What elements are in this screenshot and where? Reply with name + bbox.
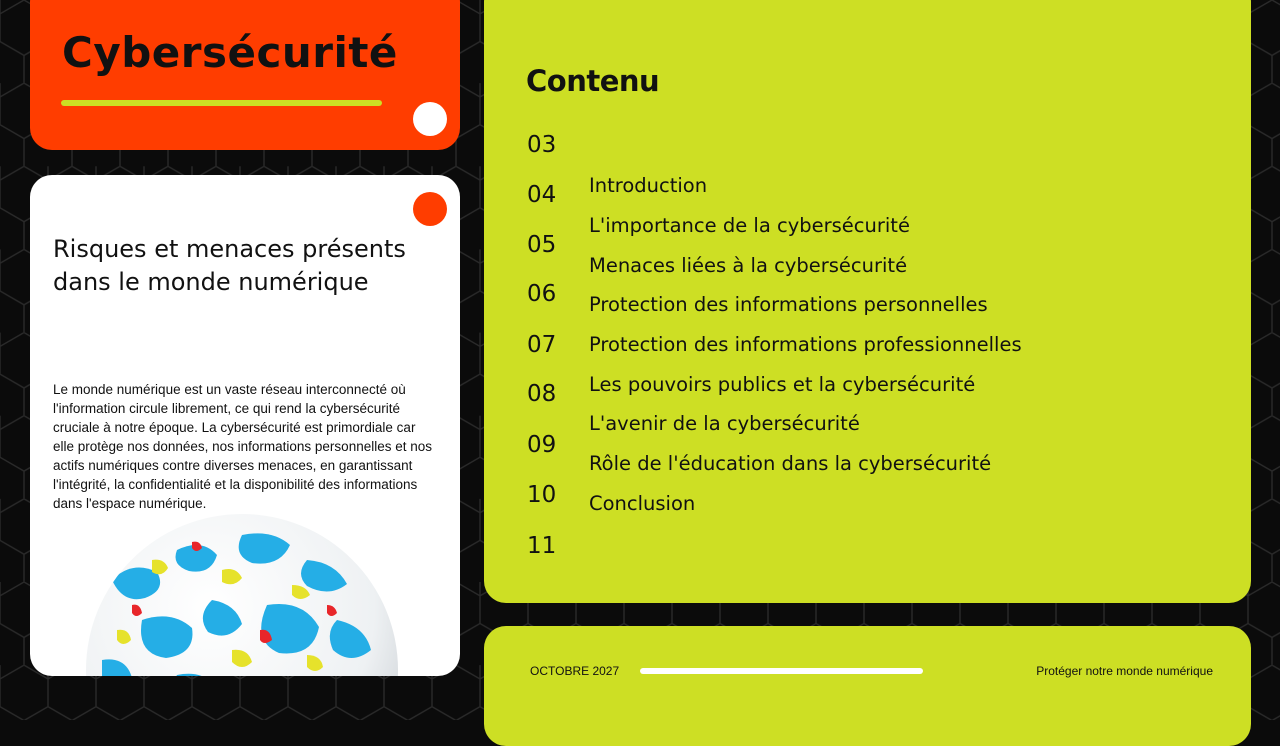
page-number: 05	[527, 232, 557, 258]
footer-card	[484, 626, 1251, 746]
page-number: 08	[527, 381, 557, 407]
title-card	[30, 0, 460, 150]
page-number: 10	[527, 482, 557, 508]
white-dot	[413, 102, 447, 136]
page-number: 09	[527, 432, 557, 458]
info-card	[30, 175, 460, 676]
contents-item: Protection des informations professionnelles	[589, 333, 1022, 356]
contents-item: L'importance de la cybersécurité	[589, 214, 910, 237]
contents-title: Contenu	[526, 64, 660, 98]
info-body-text: Le monde numérique est un vaste réseau interconnecté où l'information circule librement, ce qui rend la cybersécurité cruciale à notre époque. La cybersécurité est primordiale car elle protège nos données, nos informations personnelles et nos actifs numériques contre diverses menaces, en garantissant l'intégrité, la confidentialité et la disponibilité des informations dans l'espace numérique.	[53, 382, 432, 511]
info-heading: Risques et menaces présents dans le monde numérique	[53, 235, 406, 296]
globe-image	[82, 510, 402, 676]
footer-divider	[640, 668, 923, 674]
contents-item: Introduction	[589, 174, 708, 197]
page-number: 11	[527, 533, 557, 559]
contents-item: L'avenir de la cybersécurité	[589, 412, 860, 435]
contents-item: Rôle de l'éducation dans la cybersécurité	[589, 452, 992, 475]
contents-item: Protection des informations personnelles	[589, 293, 988, 316]
page-number: 03	[527, 132, 557, 158]
contents-card	[484, 0, 1251, 603]
page-number: 04	[527, 182, 557, 208]
contents-item: Menaces liées à la cybersécurité	[589, 254, 908, 277]
page-number: 06	[527, 281, 557, 307]
contents-item: Les pouvoirs publics et la cybersécurité	[589, 373, 976, 396]
page-title: Cybersécurité	[62, 28, 398, 77]
contents-item: Conclusion	[589, 492, 696, 515]
orange-dot	[413, 192, 447, 226]
page-number: 07	[527, 332, 557, 358]
footer-date: OCTOBRE 2027	[530, 664, 620, 678]
footer-tagline: Protéger notre monde numérique	[1036, 664, 1213, 678]
title-underline	[61, 100, 382, 106]
